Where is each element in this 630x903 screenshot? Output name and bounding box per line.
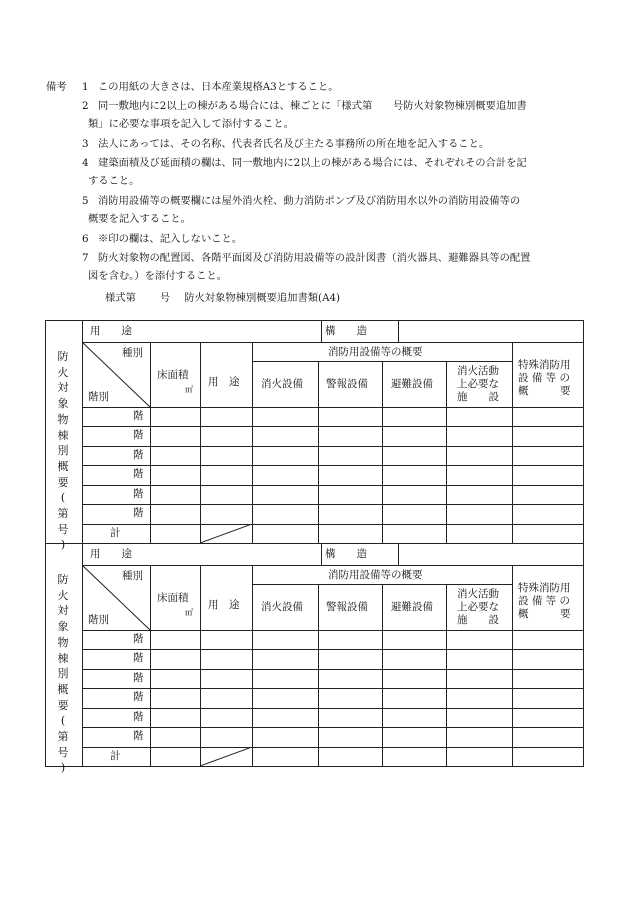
equipment-header: 消防用設備等の概要 xyxy=(328,569,423,581)
section-side-label xyxy=(55,349,71,553)
side-label-char: ) xyxy=(60,538,66,552)
special-line-1: 特殊消防用 xyxy=(518,359,571,371)
side-label-char: 対 xyxy=(57,381,69,395)
use-label: 用 途 xyxy=(90,325,132,337)
grid-line-vertical xyxy=(321,321,322,342)
use-label: 用 途 xyxy=(90,548,132,560)
total-usage-diagonal xyxy=(200,524,252,543)
grid-line-horizontal xyxy=(82,504,583,505)
form-title-part: 様式第 xyxy=(105,292,136,304)
grid-line-vertical xyxy=(382,584,383,766)
structure-label: 構 造 xyxy=(325,548,367,560)
equipment-col-extinguish: 消火設備 xyxy=(261,601,303,613)
grid-line-horizontal xyxy=(82,708,583,709)
usage-col-label: 用 途 xyxy=(208,599,240,611)
grid-line-vertical xyxy=(252,342,253,543)
grid-line-vertical xyxy=(398,321,399,342)
side-label-char: 火 xyxy=(57,365,69,379)
total-label: 計 xyxy=(110,527,121,539)
note-text: 法人にあっては、その名称、代表者氏名及び主たる事務所の所在地を記入すること。 xyxy=(98,138,490,150)
kind-label: 種別 xyxy=(122,570,143,582)
structure-label: 構 造 xyxy=(325,325,367,337)
side-label-char: 号 xyxy=(57,745,69,759)
note-text: 消防用設備等の概要欄には屋外消火栓、動力消防ポンプ及び消防用水以外の消防用設備等の xyxy=(98,195,521,207)
floor-row-label: 階 xyxy=(133,730,144,742)
note-number: 7 xyxy=(82,252,89,264)
floor-row-label: 階 xyxy=(133,507,144,519)
note-text: 防火対象物の配置図、各階平面図及び消防用設備等の設計図書（消火器具、避難器具等の配置 xyxy=(98,252,531,264)
building-section-2 xyxy=(45,543,584,775)
side-label-char: 概 xyxy=(57,459,69,473)
side-label-char: 要 xyxy=(57,698,69,712)
grid-line-horizontal xyxy=(82,688,583,689)
grid-line-vertical xyxy=(150,565,151,766)
note-number: 6 xyxy=(82,233,89,245)
kind-label: 種別 xyxy=(122,347,143,359)
special-line-1: 特殊消防用 xyxy=(518,582,571,594)
equipment-col-evacuation: 避難設備 xyxy=(391,378,433,390)
firefight-line-3: 施 設 xyxy=(457,391,499,403)
firefight-line-1: 消火活動 xyxy=(457,365,499,377)
floor-row-label: 階 xyxy=(133,633,144,645)
floor-area-unit: ㎡ xyxy=(185,608,193,617)
building-section-1 xyxy=(45,320,584,552)
grid-line-vertical xyxy=(446,361,447,543)
side-label-char: ( xyxy=(60,491,66,505)
grid-line-horizontal xyxy=(82,630,583,631)
note-text: 図を含む。）を添付すること。 xyxy=(88,270,228,282)
form-title xyxy=(105,289,340,304)
grid-line-horizontal xyxy=(252,361,512,362)
side-label-char: 物 xyxy=(57,412,69,426)
note-text: 概要を記入すること。 xyxy=(88,213,191,225)
header-corner-diagonal xyxy=(82,342,150,407)
grid-line-horizontal xyxy=(82,747,583,748)
grid-line-vertical xyxy=(512,342,513,543)
side-label-char: 棟 xyxy=(57,651,69,665)
note-text: ※印の欄は、記入しないこと。 xyxy=(98,233,243,245)
equipment-col-alarm: 警報設備 xyxy=(326,378,368,390)
side-label-char: 概 xyxy=(57,682,69,696)
firefight-line-3: 施 設 xyxy=(457,614,499,626)
floor-row-label: 階 xyxy=(133,410,144,422)
grid-line-vertical xyxy=(150,342,151,543)
note-number: 2 xyxy=(82,100,89,112)
note-number: 5 xyxy=(82,195,89,207)
side-label-char: 象 xyxy=(57,620,69,634)
firefight-line-2: 上必要な xyxy=(457,378,499,390)
total-usage-diagonal xyxy=(200,747,252,766)
grid-line-horizontal xyxy=(252,584,512,585)
grid-line-vertical xyxy=(200,565,201,766)
floor-area-unit: ㎡ xyxy=(185,385,193,394)
firefight-line-1: 消火活動 xyxy=(457,588,499,600)
grid-line-vertical xyxy=(318,361,319,543)
side-label-char: 火 xyxy=(57,588,69,602)
floor-area-label: 床面積 xyxy=(157,369,189,381)
side-label-char: 第 xyxy=(57,507,69,521)
grid-line-horizontal xyxy=(82,426,583,427)
side-label-char: 象 xyxy=(57,397,69,411)
side-label-char: ) xyxy=(60,761,66,775)
grid-line-horizontal xyxy=(82,465,583,466)
grid-line-horizontal xyxy=(82,565,583,566)
grid-line-vertical xyxy=(318,584,319,766)
equipment-col-extinguish: 消火設備 xyxy=(261,378,303,390)
grid-line-vertical xyxy=(252,565,253,766)
floor-row-label: 階 xyxy=(133,429,144,441)
note-number: 3 xyxy=(82,138,89,150)
note-text: すること。 xyxy=(88,175,140,187)
floor-area-label: 床面積 xyxy=(157,592,189,604)
grid-line-horizontal xyxy=(82,649,583,650)
floor-kind-label: 階別 xyxy=(88,614,109,626)
side-label-char: 防 xyxy=(57,573,69,586)
equipment-col-alarm: 警報設備 xyxy=(326,601,368,613)
side-label-char: 棟 xyxy=(57,428,69,442)
total-label: 計 xyxy=(110,750,121,762)
side-label-char: 対 xyxy=(57,604,69,618)
equipment-col-evacuation: 避難設備 xyxy=(391,601,433,613)
grid-line-vertical xyxy=(200,342,201,543)
grid-line-vertical xyxy=(398,544,399,565)
side-label-char: ( xyxy=(60,714,66,728)
side-label-char: 第 xyxy=(57,730,69,744)
note-text: 建築面積及び延面積の欄は、同一敷地内に2以上の棟がある場合には、それぞれその合計を記 xyxy=(98,157,527,169)
note-text: 類」に必要な事項を記入して添付すること。 xyxy=(88,118,294,130)
usage-col-label: 用 途 xyxy=(208,376,240,388)
note-number: 4 xyxy=(82,157,89,169)
grid-line-horizontal xyxy=(82,446,583,447)
side-label-char: 物 xyxy=(57,635,69,649)
form-title-part: 防火対象物棟別概要追加書類(A4) xyxy=(184,292,341,304)
firefight-line-2: 上必要な xyxy=(457,601,499,613)
side-label-char: 別 xyxy=(57,444,69,458)
form-title-part: 号 xyxy=(159,292,171,304)
special-line-2: 設 備 等 の xyxy=(518,372,571,384)
special-line-3: 概 要 xyxy=(518,608,571,620)
grid-line-horizontal xyxy=(82,727,583,728)
note-text: この用紙の大きさは、日本産業規格A3とすること。 xyxy=(98,81,339,93)
grid-line-vertical xyxy=(446,584,447,766)
grid-line-horizontal xyxy=(82,342,583,343)
section-side-label xyxy=(55,572,71,776)
grid-line-horizontal xyxy=(82,669,583,670)
header-corner-diagonal xyxy=(82,565,150,630)
special-line-2: 設 備 等 の xyxy=(518,595,571,607)
grid-line-vertical xyxy=(512,565,513,766)
grid-line-horizontal xyxy=(82,407,583,408)
special-line-3: 概 要 xyxy=(518,385,571,397)
side-label-char: 号 xyxy=(57,522,69,536)
side-label-char: 要 xyxy=(57,475,69,489)
equipment-header: 消防用設備等の概要 xyxy=(328,346,423,358)
floor-row-label: 階 xyxy=(133,449,144,461)
side-label-char: 防 xyxy=(57,350,69,363)
floor-row-label: 階 xyxy=(133,488,144,500)
notes-lead: 備考 xyxy=(46,81,67,93)
note-text: 同一敷地内に2以上の棟がある場合には、棟ごとに「様式第 号防火対象物棟別概要追加書 xyxy=(98,100,527,112)
floor-row-label: 階 xyxy=(133,468,144,480)
floor-kind-label: 階別 xyxy=(88,391,109,403)
grid-line-horizontal xyxy=(82,485,583,486)
floor-row-label: 階 xyxy=(133,691,144,703)
grid-line-horizontal xyxy=(82,524,583,525)
grid-line-vertical xyxy=(382,361,383,543)
grid-line-vertical xyxy=(321,544,322,565)
floor-row-label: 階 xyxy=(133,711,144,723)
side-label-char: 別 xyxy=(57,667,69,681)
floor-row-label: 階 xyxy=(133,672,144,684)
note-number: 1 xyxy=(82,81,89,93)
floor-row-label: 階 xyxy=(133,652,144,664)
